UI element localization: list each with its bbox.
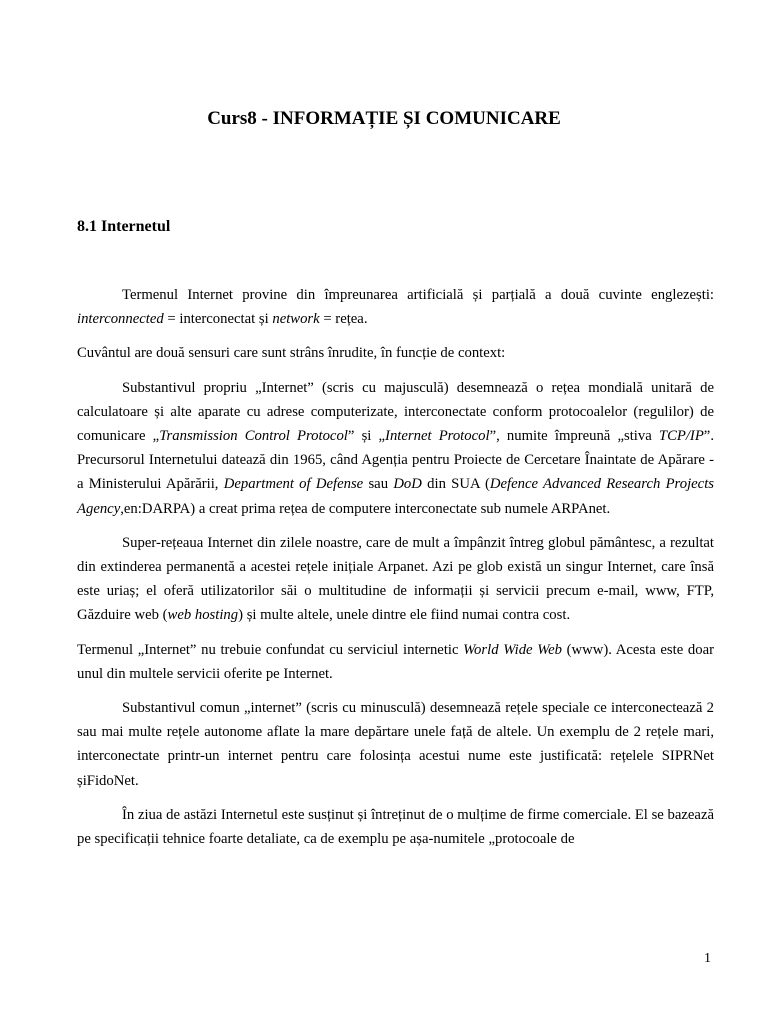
paragraph-7: În ziua de astăzi Internetul este susținut și întreținut de o mulțime de firme comerciale. El se bazează pe specificații tehnice foarte detaliate, ca de exemplu pe așa-numitele „protocoale de: [77, 806, 714, 848]
paragraph-2: Cuvântul are două sensuri care sunt strâns înrudite, în funcție de context:: [77, 345, 506, 362]
paragraph-6: Substantivul comun „internet” (scris cu minusculă) desemnează rețele speciale ce interconectează 2 sau mai multe rețele autonome aflate la mare depărtare unele față de altele. Un exemplu de 2 rețele mari, interconectate printr-un internet pentru care folosința acestui nume este justificată: rețelele SIPRNet șiFidoNet.: [77, 700, 714, 789]
paragraph-3: Substantivul propriu „Internet” (scris cu majusculă) desemnează o rețea mondială unitară de calculatoare și alte aparate cu adrese computerizate, interconectate conform protocoalelor (regulilor) de comunicare „Transmission Control Protocol” și „Internet Protocol”, numite împreună „stiva TCP/IP”. Precursorul Internetului datează din 1965, când Agenția pentru Proiecte de Cercetare Înaintate de Apărare - a Ministerului Apărării, Department of Defense sau DoD din SUA (Defence Advanced Research Projects Agency,en:DARPA) a creat prima rețea de computere interconectate sub numele ARPAnet.: [77, 379, 714, 517]
body-text: [77, 283, 714, 861]
page-title: Curs8 - INFORMAȚIE ȘI COMUNICARE: [207, 108, 561, 129]
paragraph-1: Termenul Internet provine din împreunarea artificială și parțială a două cuvinte englezești: interconnected = interconectat și network = rețea.: [77, 287, 714, 328]
section-heading: 8.1 Internetul: [77, 218, 171, 235]
page-number: 1: [704, 951, 711, 966]
paragraph-5: Termenul „Internet” nu trebuie confundat cu serviciul internetic World Wide Web (www). Acesta este doar unul din multele servicii oferite pe Internet.: [77, 641, 714, 682]
paragraph-4: Super-rețeaua Internet din zilele noastre, care de mult a împânzit întreg globul pământesc, a rezultat din extinderea permanentă a acestei rețele inițiale Arpanet. Azi pe glob există un singur Internet, care însă este uriaș; el oferă utilizatorilor săi o multitudine de informații și servicii precum e-mail, www, FTP, Găzduire web (web hosting) și multe altele, unele dintre ele fiind numai contra cost.: [77, 534, 714, 624]
